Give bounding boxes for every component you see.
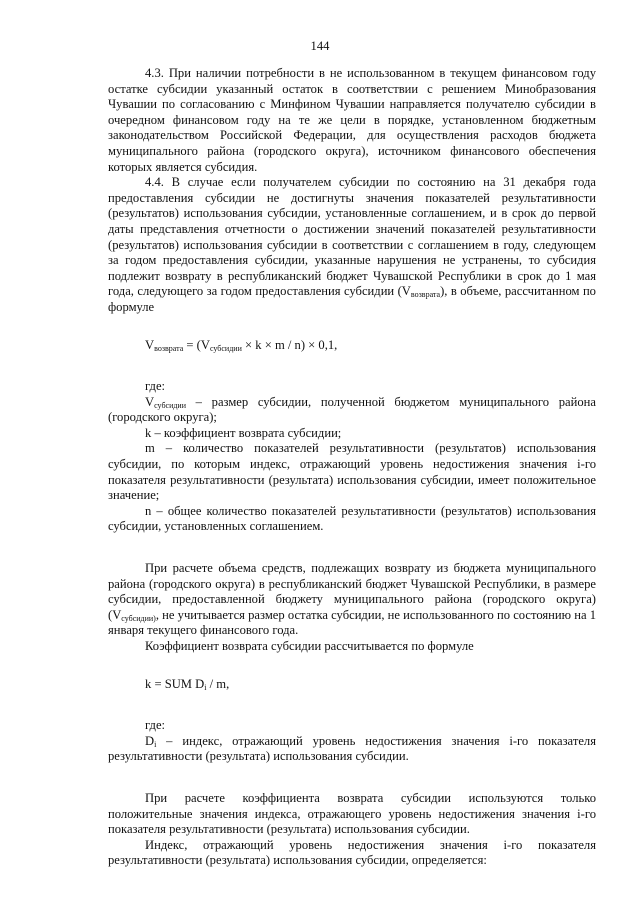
formula-v-vozvrata <box>108 338 596 354</box>
definition-m: m – количество показателей результативности (результатов) использования субсидии, по которым индекс, отражающий уровень недостижения значения i-го показателя результативности (результата) использования субсидии, имеет положительное значение; <box>108 441 596 503</box>
paragraph-4-4-text: 4.4. В случае если получателем субсидии по состоянию на 31 декабря года предоставления субсидии не достигнуты значения показателей результативности (результатов) использования субсидии, установленные соглашением, и в срок до первой даты представления отчетности о достижении значений показателей результативности (результатов) использования субсидии в соответствии с соглашением в году, следующем за годом предоставления субсидии, указанные нарушения не устранены, то субсидия подлежит возврату в республиканский бюджет Чувашской Республики в срок до 1 мая года, следующего за годом предоставления субсидии (V <box>108 175 596 299</box>
def-d-text: – индекс, отражающий уровень недостижения значения i-го показателя результативности (результата) использования субсидии. <box>108 733 596 764</box>
formula-k-b: / m, <box>206 676 230 691</box>
definition-d <box>108 734 596 765</box>
formula-rest: × k × m / n) × 0,1, <box>241 337 338 352</box>
formula-eq: = (V <box>183 337 210 352</box>
definition-v-subsidii <box>108 395 596 426</box>
p3-sub: субсидии) <box>121 613 156 623</box>
definition-k: k – коэффициент возврата субсидии; <box>145 425 342 440</box>
formula-k <box>108 677 596 693</box>
paragraph-4-3: 4.3. При наличии потребности в не использованном в текущем финансовом году остатке субсидии указанный остаток в соответствии с решением Минобразования Чувашии по согласованию с Минфином Чувашии направляется получателю субсидии в очередном финансовом году на те же цели в порядке, установленном бюджетным законодательством Российской Федерации, для осуществления расходов бюджета муниципального района (городского округа), источником финансового обеспечения которых является субсидия. <box>108 66 596 174</box>
formula-sub-vozvrata: возврата <box>154 343 184 353</box>
paragraph-indeks: Индекс, отражающий уровень недостижения значения i-го показателя результативности (результата) использования субсидии, определяется: <box>108 837 596 868</box>
def-d-symbol: D <box>145 733 155 748</box>
def-v-symbol: V <box>145 394 155 409</box>
where-label-1: где: <box>145 379 166 394</box>
paragraph-koeff: Коэффициент возврата субсидии рассчитывается по формуле <box>145 639 474 653</box>
formula-k-sub: i <box>204 682 207 692</box>
formula-v: V <box>145 337 155 352</box>
subscript-vozvrata: возврата <box>410 290 441 300</box>
paragraph-4-4 <box>108 175 596 315</box>
paragraph-raschet-obema <box>108 561 596 639</box>
document-body <box>108 66 596 869</box>
where-label-2: где: <box>145 718 166 733</box>
page-number: 144 <box>310 39 330 53</box>
def-d-sub: i <box>154 739 157 749</box>
definition-n: n – общее количество показателей результативности (результатов) использования субсидии, установленных соглашением. <box>108 503 596 534</box>
def-v-text: – размер субсидии, полученной бюджетом муниципального района (городского округа); <box>108 394 596 425</box>
formula-k-a: k = SUM D <box>145 676 205 691</box>
formula-sub-subsidii: субсидии <box>209 343 242 353</box>
p3-text: При расчете объема средств, подлежащих возврату из бюджета муниципального района (городского округа) в республиканский бюджет Чувашской Республики, в размере субсидии, предоставленной бюджету муниципального района (городского округа) (V <box>108 561 596 622</box>
paragraph-4-4-tail: ), в объеме, рассчитанном по формуле <box>108 284 596 314</box>
def-v-sub: субсидии <box>154 400 186 410</box>
paragraph-polozhitelnye: При расчете коэффициента возврата субсидии используются только положительные значения индекса, отражающего уровень недостижения значения i-го показателя результативности (результата) использования субсидии. <box>108 790 596 837</box>
p3-tail: , не учитывается размер остатка субсидии, не использованного по состоянию на 1 января текущего финансового года. <box>108 607 596 638</box>
